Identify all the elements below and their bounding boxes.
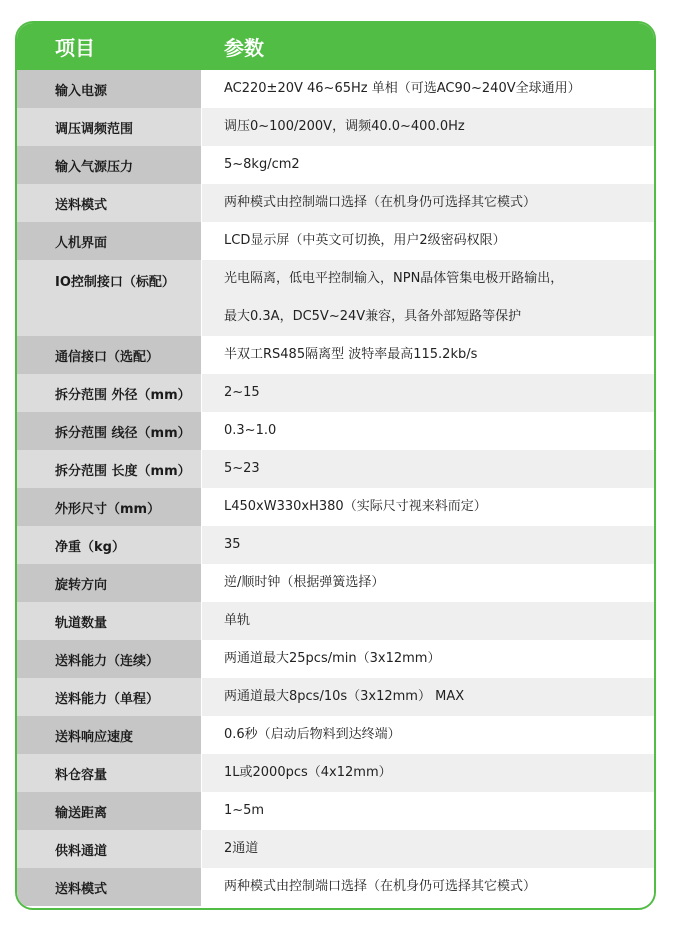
row-value-line: 单轨 xyxy=(224,613,251,628)
row-value-line: LCD显示屏（中英文可切换，用户2级密码权限） xyxy=(224,233,506,248)
row-value xyxy=(202,260,654,336)
row-value xyxy=(202,564,654,602)
row-label: 调压调频范围 xyxy=(17,108,202,146)
table-row xyxy=(17,830,654,868)
table-row xyxy=(17,754,654,792)
row-value xyxy=(202,146,654,184)
row-label: 输送距离 xyxy=(17,792,202,830)
row-value-line: 逆/顺时钟（根据弹簧选择） xyxy=(224,575,385,590)
table-header xyxy=(17,23,654,70)
row-value xyxy=(202,70,654,108)
row-label: 拆分范围 长度（mm） xyxy=(17,450,202,488)
row-label: IO控制接口（标配） xyxy=(17,260,202,336)
row-value xyxy=(202,336,654,374)
row-label: 人机界面 xyxy=(17,222,202,260)
table-row xyxy=(17,488,654,526)
row-value-line: 35 xyxy=(224,537,241,552)
table-row xyxy=(17,678,654,716)
row-value xyxy=(202,716,654,754)
row-label: 送料能力（连续） xyxy=(17,640,202,678)
row-value-line: AC220±20V 46~65Hz 单相（可选AC90~240V全球通用） xyxy=(224,81,581,96)
row-value-line: 5~8kg/cm2 xyxy=(224,157,300,172)
header-value: 参数 xyxy=(224,36,264,60)
table-row xyxy=(17,412,654,450)
row-label: 拆分范围 线径（mm） xyxy=(17,412,202,450)
row-value xyxy=(202,488,654,526)
row-label: 旋转方向 xyxy=(17,564,202,602)
row-value xyxy=(202,450,654,488)
row-value-line: 两种模式由控制端口选择（在机身仍可选择其它模式） xyxy=(224,879,537,894)
row-value-line: 两通道最大8pcs/10s（3x12mm） MAX xyxy=(224,689,465,704)
row-value xyxy=(202,868,654,906)
table-row xyxy=(17,70,654,108)
row-label: 拆分范围 外径（mm） xyxy=(17,374,202,412)
table-row xyxy=(17,146,654,184)
row-value xyxy=(202,754,654,792)
row-value-line: 5~23 xyxy=(224,461,260,476)
row-value-line: 半双工RS485隔离型 波特率最高115.2kb/s xyxy=(224,347,478,362)
row-value xyxy=(202,374,654,412)
header-label: 项目 xyxy=(55,36,95,60)
spec-table xyxy=(15,21,656,910)
row-label: 料仓容量 xyxy=(17,754,202,792)
row-value xyxy=(202,602,654,640)
table-row xyxy=(17,640,654,678)
table-row xyxy=(17,336,654,374)
row-value-line: 2通道 xyxy=(224,841,259,856)
row-value xyxy=(202,678,654,716)
table-row xyxy=(17,716,654,754)
row-value xyxy=(202,412,654,450)
row-value xyxy=(202,526,654,564)
row-label: 送料响应速度 xyxy=(17,716,202,754)
table-row xyxy=(17,184,654,222)
table-row xyxy=(17,108,654,146)
row-label: 供料通道 xyxy=(17,830,202,868)
row-label: 外形尺寸（mm） xyxy=(17,488,202,526)
row-value-line: 0.3~1.0 xyxy=(224,423,277,438)
row-value-line: 两种模式由控制端口选择（在机身仍可选择其它模式） xyxy=(224,195,537,210)
row-value-line: 最大0.3A，DC5V~24V兼容，具备外部短路等保护 xyxy=(224,309,522,324)
row-label: 通信接口（选配） xyxy=(17,336,202,374)
row-value-line: 1L或2000pcs（4x12mm） xyxy=(224,765,392,780)
table-row xyxy=(17,222,654,260)
table-body xyxy=(17,70,654,906)
row-value-line: 2~15 xyxy=(224,385,260,400)
table-row xyxy=(17,374,654,412)
row-value-line: L450xW330xH380（实际尺寸视来料而定） xyxy=(224,499,487,514)
table-row xyxy=(17,602,654,640)
row-value xyxy=(202,222,654,260)
table-row xyxy=(17,564,654,602)
row-value-line: 1~5m xyxy=(224,803,265,818)
row-value xyxy=(202,640,654,678)
row-value xyxy=(202,792,654,830)
row-value xyxy=(202,184,654,222)
row-label: 输入气源压力 xyxy=(17,146,202,184)
row-label: 输入电源 xyxy=(17,70,202,108)
row-label: 送料模式 xyxy=(17,184,202,222)
row-value-line: 光电隔离，低电平控制输入，NPN晶体管集电极开路输出， xyxy=(224,271,564,286)
row-value-line: 调压0~100/200V，调频40.0~400.0Hz xyxy=(224,119,465,134)
row-label: 送料模式 xyxy=(17,868,202,906)
row-label: 净重（kg） xyxy=(17,526,202,564)
table-row xyxy=(17,868,654,906)
row-value xyxy=(202,830,654,868)
row-value-line: 0.6秒（启动后物料到达终端） xyxy=(224,727,401,742)
table-row xyxy=(17,526,654,564)
table-row xyxy=(17,792,654,830)
table-row xyxy=(17,450,654,488)
table-row xyxy=(17,260,654,336)
row-label: 送料能力（单程） xyxy=(17,678,202,716)
row-label: 轨道数量 xyxy=(17,602,202,640)
row-value-line: 两通道最大25pcs/min（3x12mm） xyxy=(224,651,441,666)
row-value xyxy=(202,108,654,146)
